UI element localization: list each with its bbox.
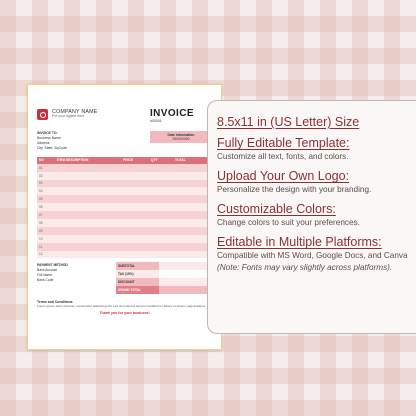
payment-line: Bank Code	[37, 278, 54, 283]
company-name: COMPANY NAME	[52, 108, 98, 115]
invoice-preview	[27, 84, 222, 350]
feature-heading: Editable in Multiple Platforms:	[217, 235, 382, 250]
table-row	[37, 211, 212, 219]
row-number: 12	[37, 251, 55, 259]
subtotal-row	[116, 262, 212, 270]
feature-heading: Customizable Colors:	[217, 202, 336, 217]
table-row	[37, 227, 212, 235]
invoice-number: #00001	[150, 119, 162, 123]
col-total: TOTAL	[173, 157, 212, 164]
row-number: 05	[37, 195, 55, 203]
grand-total-row	[116, 286, 212, 294]
feature-logo	[217, 169, 408, 195]
row-number: 11	[37, 243, 55, 251]
row-number: 09	[37, 227, 55, 235]
row-number: 08	[37, 219, 55, 227]
items-header-row	[37, 157, 212, 164]
invoice-header	[37, 109, 212, 129]
payment-line: Full Name	[37, 273, 53, 278]
date-value: 00/00/0000	[172, 137, 190, 142]
col-qty: QTY	[149, 157, 173, 164]
terms	[37, 300, 212, 308]
company-brand	[37, 109, 97, 120]
col-no: NO	[37, 157, 55, 164]
table-row	[37, 203, 212, 211]
platform-note: (Note: Fonts may vary slightly across platforms).	[217, 262, 393, 272]
grand-total-label: GRAND TOTAL	[116, 286, 159, 294]
date-box	[150, 131, 212, 143]
tax-row	[116, 270, 212, 278]
table-row	[37, 219, 212, 227]
bill-to-line: Address	[37, 140, 50, 145]
discount-label: DISCOUNT	[116, 278, 159, 286]
date-label: Date Information	[167, 132, 195, 137]
thank-you-note: Thank you for your business!	[99, 311, 150, 316]
discount-row	[116, 278, 212, 286]
row-number: 03	[37, 180, 55, 188]
feature-platforms	[217, 235, 408, 273]
bill-to-line: City, State, ZipCode	[37, 145, 68, 150]
table-row	[37, 235, 212, 243]
col-price: PRICE	[121, 157, 149, 164]
company-logo-icon	[37, 109, 48, 120]
bill-to-label: INVOICE TO:	[37, 131, 58, 135]
table-row	[37, 251, 212, 259]
terms-text: Lorem ipsum dolor sit amet, consectetur adipiscing elit, sed do eiusmod tempor incididunt ut labore et dolore magna aliqua.	[37, 304, 206, 309]
feature-heading: Upload Your Own Logo:	[217, 169, 350, 184]
row-number: 02	[37, 172, 55, 180]
table-row	[37, 180, 212, 188]
row-number: 06	[37, 203, 55, 211]
row-number: 01	[37, 164, 55, 172]
invoice-title: INVOICE	[150, 108, 194, 119]
table-row	[37, 172, 212, 180]
row-number: 10	[37, 235, 55, 243]
feature-size	[217, 115, 408, 129]
table-row	[37, 187, 212, 195]
row-number: 04	[37, 187, 55, 195]
payment-label: PAYMENT METHOD	[37, 263, 68, 268]
feature-text: Customize all text, fonts, and colors.	[217, 151, 349, 161]
col-description: ITEM DESCRIPTION	[55, 157, 121, 164]
table-row	[37, 195, 212, 203]
table-row	[37, 164, 212, 172]
totals-block	[116, 262, 212, 294]
subtotal-label: SUBTOTAL	[116, 262, 159, 270]
feature-heading: 8.5x11 in (US Letter) Size	[217, 115, 360, 129]
bill-to-line: Business Name	[37, 135, 61, 140]
feature-text: Compatible with MS Word, Google Docs, and Canva	[217, 250, 408, 260]
feature-colors	[217, 202, 408, 228]
feature-text: Personalize the design with your branding.	[217, 184, 372, 194]
feature-editable	[217, 136, 408, 162]
items-table	[37, 157, 212, 259]
features-card	[207, 100, 416, 334]
row-number: 07	[37, 211, 55, 219]
table-row	[37, 243, 212, 251]
bill-to	[37, 131, 67, 151]
company-tagline: Put your tagline here	[52, 114, 85, 119]
payment-line: Bank Account	[37, 268, 58, 273]
terms-label: Terms and Conditions	[37, 300, 73, 304]
tax-label: TAX (10%)	[116, 270, 159, 278]
payment-method	[37, 262, 68, 294]
feature-text: Change colors to suit your preferences.	[217, 217, 360, 227]
feature-heading: Fully Editable Template:	[217, 136, 350, 151]
